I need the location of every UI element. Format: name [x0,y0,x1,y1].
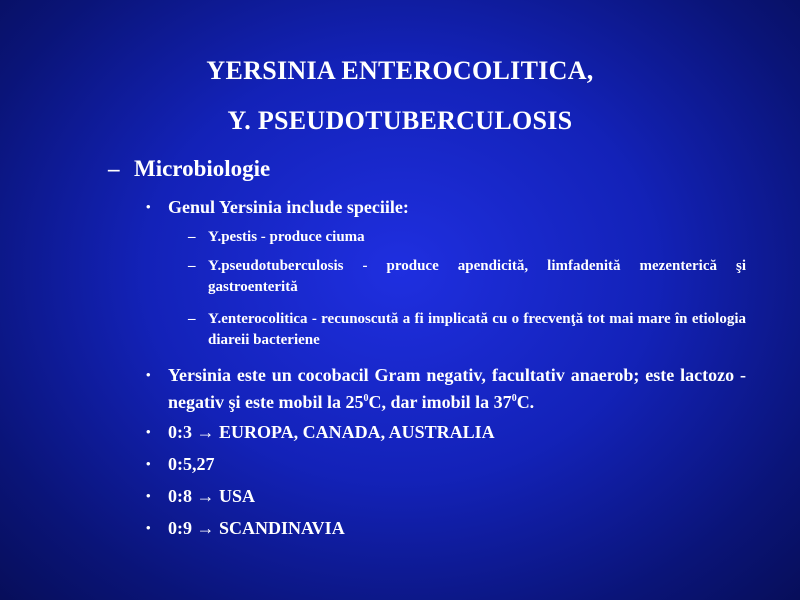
dash-bullet-icon: – [188,311,196,327]
serotype-item [146,518,345,539]
dash-bullet-icon: – [108,156,120,181]
serotype-item [146,486,255,507]
dash-bullet-icon: – [188,258,196,274]
degree-superscript: 0 [511,393,517,404]
section-heading-text: Microbiologie [134,156,271,181]
bullet-dot-icon: • [146,456,151,471]
bullet-description-text: Yersinia este un cocobacil Gram negativ, facultativ anaerob; este lactozo - negativ şi este mobil la $25^0C$, dar imobil la $37^0C$. [168,365,746,412]
slide-title-line1: YERSINIA ENTEROCOLITICA, [206,56,594,85]
bullet-dot-icon: • [146,367,151,382]
bullet-description [146,363,746,414]
degree-superscript: 0 [363,393,369,404]
bullet-dot-icon: • [146,424,151,439]
species-item [188,309,746,351]
serotype-item [146,422,495,443]
bullet-dot-icon: • [146,520,151,535]
species-item-text: Y.enterocolitica - recunoscută a fi implicată cu o frecvenţă tot mai mare în etiologia diareii bacteriene [208,311,746,348]
species-item [188,227,746,248]
species-item-text: Y.pseudotuberculosis - produce apendicită, limfadenită mezenterică şi gastroenterită [208,258,746,295]
bullet-genus-text: Genul Yersinia include speciile: [168,197,409,217]
serotype-text: 0:3 → EUROPA, CANADA, AUSTRALIA [168,422,495,442]
serotype-text: 0:9 → SCANDINAVIA [168,518,345,538]
serotype-text: 0:8 → USA [168,486,256,506]
slide-title-line2: Y. PSEUDOTUBERCULOSIS [227,106,573,135]
species-item [188,256,746,298]
dash-bullet-icon: – [188,229,196,245]
bullet-genus [146,197,409,218]
serotype-item [146,454,215,475]
bullet-dot-icon: • [146,199,151,214]
serotype-text: 0:5,27 [168,454,215,474]
section-heading [108,156,270,182]
species-item-text: Y.pestis - produce ciuma [208,229,365,245]
bullet-dot-icon: • [146,488,151,503]
